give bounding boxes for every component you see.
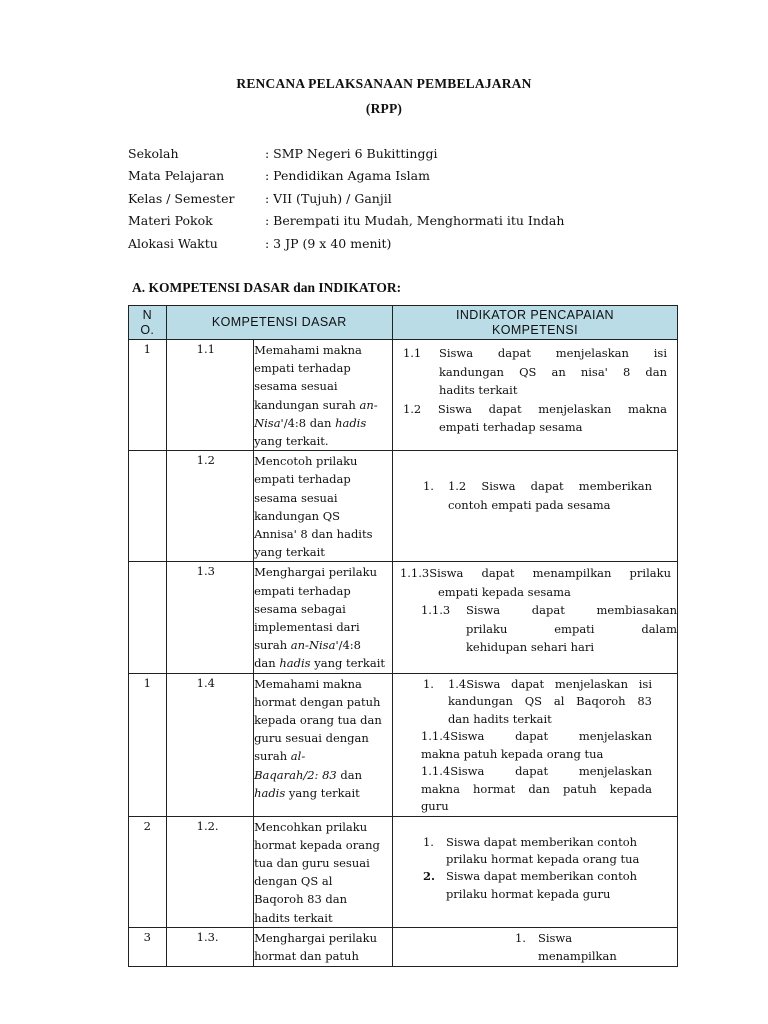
kd-italic: an- [359, 397, 378, 412]
kd-text: yang terkait [310, 656, 386, 671]
kd-text: kandungan surah [254, 397, 360, 412]
kd-line: empati terhadap [254, 583, 351, 598]
kd-text: dan [254, 656, 280, 671]
ind-text: prilaku hormat kepada orang tua [445, 851, 640, 866]
kd-line: Memahami makna [254, 343, 362, 357]
cell-kd [254, 673, 393, 816]
kd-line: sesama sesuai [254, 379, 338, 394]
cell-no [129, 451, 167, 562]
ind-text: contoh empati pada sesama [447, 497, 611, 512]
info-sekolah [128, 144, 437, 164]
info-kelas-semester [128, 189, 392, 209]
kd-text: surah [254, 749, 291, 764]
cell-kd [254, 340, 393, 451]
kd-text: dan [336, 767, 362, 782]
info-label: Alokasi Waktu [128, 236, 218, 251]
cell-indikator [392, 562, 677, 673]
ind-text: Siswa dapat membiasakan [465, 603, 677, 618]
kd-text: /4:8 [338, 638, 361, 653]
kd-italic: Nisa' [254, 415, 284, 430]
ind-text: kandungan QS al Baqoroh 83 [447, 694, 652, 709]
kd-italic: hadis [254, 785, 286, 800]
info-label: Materi Pokok [128, 213, 213, 228]
table-row [129, 816, 678, 927]
ind-item [393, 344, 677, 363]
cell-indikator [392, 673, 677, 816]
ind-number: 1. [422, 676, 434, 691]
ind-number: 1. [514, 930, 526, 945]
cell-indikator [392, 816, 677, 927]
ind-item [393, 477, 677, 496]
kd-line [254, 636, 392, 654]
ind-text: 1.2 Siswa dapat menjelaskan makna [402, 401, 667, 416]
info-label: Mata Pelajaran [128, 168, 225, 183]
header-indikator [392, 306, 677, 340]
kd-italic: hadis [335, 415, 367, 430]
kd-line: Menghargai perilaku [254, 565, 377, 580]
ind-text: makna patuh kepada orang tua [420, 746, 604, 761]
ind-number: 1.1.3 [420, 603, 451, 618]
cell-no [129, 562, 167, 673]
ind-item [393, 834, 677, 851]
kd-line: sesama sebagai [254, 601, 346, 616]
ind-text: dan hadits terkait [447, 711, 552, 726]
kd-italic: Baqarah/2: 83 [254, 767, 337, 782]
ind-text: Siswa dapat memberikan contoh [445, 869, 638, 884]
ind-number: 2. [422, 869, 435, 884]
kompetensi-table [128, 305, 678, 967]
ind-item [393, 601, 677, 620]
cell-no: 1 [129, 340, 167, 451]
kd-line: hormat dengan patuh [254, 694, 381, 709]
table-row [129, 927, 678, 966]
ind-item [393, 929, 677, 948]
kd-line: kepada orang tua dan [254, 713, 382, 728]
table-row [129, 451, 678, 562]
kd-line: tua dan guru sesuai [254, 856, 370, 871]
cell-code: 1.3 [166, 562, 253, 673]
info-materi-pokok [128, 211, 564, 231]
cell-no: 3 [129, 927, 167, 966]
ind-text: 1.4Siswa dapat menjelaskan isi [447, 676, 652, 691]
kd-line: kandungan QS [254, 508, 341, 523]
header-no-line2: O. [140, 322, 155, 337]
ind-text: empati kepada sesama [437, 584, 571, 599]
table-header-row [129, 306, 678, 340]
info-value: : SMP Negeri 6 Bukittinggi [265, 146, 438, 161]
ind-text: 1.1.3Siswa dapat menampilkan prilaku [399, 566, 671, 581]
cell-kd [254, 927, 393, 966]
kd-line: hormat kepada orang [254, 837, 380, 852]
ind-text: kandungan QS an nisa' 8 dan [438, 364, 667, 379]
kd-line: dengan QS al [254, 874, 333, 889]
ind-text: kehidupan sehari hari [465, 640, 595, 655]
cell-code: 1.4 [166, 673, 253, 816]
kd-line: Annisa' 8 dan hadits [254, 527, 373, 542]
cell-code: 1.1 [166, 340, 253, 451]
cell-code: 1.2. [166, 816, 253, 927]
cell-kd [254, 816, 393, 927]
kd-line: Baqoroh 83 dan [254, 892, 348, 907]
header-no [129, 306, 167, 340]
header-ind-line2: KOMPETENSI [491, 322, 578, 337]
kd-line [254, 747, 392, 765]
ind-number: 1.1 [402, 346, 422, 360]
ind-text: 1.1.4Siswa dapat menjelaskan [420, 729, 652, 744]
info-value: : VII (Tujuh) / Ganjil [265, 191, 392, 206]
kd-line [254, 766, 392, 784]
kd-line: yang terkait. [254, 434, 329, 449]
ind-text: Siswa dapat menjelaskan isi [438, 346, 667, 360]
info-mata-pelajaran [128, 166, 430, 186]
cell-kd [254, 451, 393, 562]
header-ind-line1: INDIKATOR PENCAPAIAN [455, 307, 614, 322]
kd-line: Mencotoh prilaku [254, 454, 358, 469]
kd-line [254, 784, 392, 802]
ind-text: 1.1.4Siswa dapat menjelaskan [420, 764, 652, 779]
kd-text: surah [254, 638, 291, 653]
kd-line: Mencohkan prilaku [254, 819, 368, 834]
table-row [129, 673, 678, 816]
ind-item [393, 868, 677, 885]
ind-number: 1. [422, 479, 434, 494]
kd-line: implementasi dari [254, 620, 360, 635]
table-row [129, 340, 678, 451]
kd-line: empati terhadap [254, 472, 351, 487]
kd-line: sesama sesuai [254, 490, 338, 505]
cell-code: 1.3. [166, 927, 253, 966]
kd-line [254, 414, 392, 432]
header-kompetensi-dasar: KOMPETENSI DASAR [166, 306, 392, 340]
cell-no: 2 [129, 816, 167, 927]
kd-line: hadits terkait [254, 910, 333, 925]
header-no-line1: N [142, 307, 153, 322]
cell-indikator [392, 340, 677, 451]
ind-text: Siswa dapat memberikan contoh [445, 834, 638, 849]
ind-text: makna hormat dan patuh kepada [420, 781, 652, 796]
info-label: Sekolah [128, 146, 179, 161]
cell-indikator [392, 927, 677, 966]
kd-italic: al- [290, 749, 306, 764]
kd-line: Menghargai perilaku [254, 930, 377, 945]
ind-text: prilaku empati dalam [465, 621, 677, 636]
ind-text: guru [420, 799, 449, 814]
info-value: : 3 JP (9 x 40 menit) [265, 236, 392, 251]
ind-text: empati terhadap sesama [438, 420, 583, 434]
info-label: Kelas / Semester [128, 191, 235, 206]
kd-line [254, 654, 392, 672]
kd-line: yang terkait [254, 545, 325, 560]
ind-number: 1. [422, 834, 434, 849]
info-value: : Pendidikan Agama Islam [265, 168, 430, 183]
kd-line: empati terhadap [254, 361, 351, 376]
kd-line: Memahami makna [254, 676, 362, 691]
cell-indikator [392, 451, 677, 562]
ind-text: 1.2 Siswa dapat memberikan [447, 479, 652, 494]
kd-text: yang terkait [285, 785, 360, 800]
ind-item [393, 676, 677, 694]
kd-line: guru sesuai dengan [254, 731, 369, 746]
info-alokasi-waktu [128, 234, 391, 254]
ind-text: hadits terkait [438, 383, 518, 397]
cell-kd [254, 562, 393, 673]
ind-text: menampilkan [537, 949, 617, 964]
info-value: : Berempati itu Mudah, Menghormati itu Indah [265, 213, 565, 228]
table-row [129, 562, 678, 673]
kd-line [254, 396, 392, 414]
cell-no: 1 [129, 673, 167, 816]
kd-italic: hadis [279, 656, 311, 671]
document-title: RENCANA PELAKSANAAN PEMBELAJARAN [236, 76, 532, 91]
section-heading-a: A. KOMPETENSI DASAR dan INDIKATOR: [132, 280, 402, 295]
ind-text: prilaku hormat kepada guru [445, 886, 611, 901]
kd-line: hormat dan patuh [254, 949, 359, 964]
cell-code: 1.2 [166, 451, 253, 562]
ind-text: Siswa [537, 930, 573, 945]
document-subtitle: (RPP) [365, 101, 403, 116]
kd-text: /4:8 dan [283, 415, 336, 430]
kd-italic: an-Nisa' [290, 638, 339, 653]
